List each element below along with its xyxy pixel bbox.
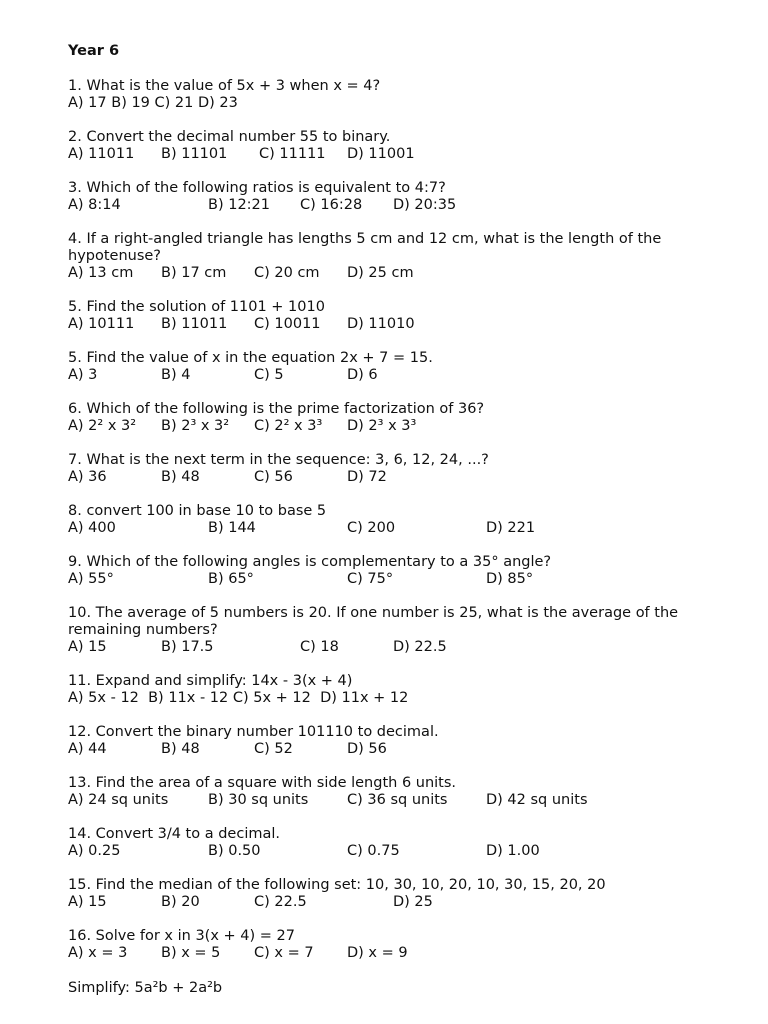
option-a: A) 44 (68, 741, 107, 757)
question-text: 5. Find the value of x in the equation 2x + 7 = 15. (68, 350, 433, 366)
answer-options (68, 146, 718, 163)
option-a: A) 10111 (68, 316, 135, 332)
option-b: B) 30 sq units (208, 792, 309, 808)
question-text: 1. What is the value of 5x + 3 when x = 4? (68, 78, 381, 94)
question-12 (68, 724, 718, 758)
question-text: 4. If a right-angled triangle has lengths 5 cm and 12 cm, what is the length of the hypotenuse? (68, 231, 662, 264)
option-c: C) 36 sq units (347, 792, 448, 808)
question-text: 13. Find the area of a square with side length 6 units. (68, 775, 457, 791)
option-b: B) 17.5 (161, 639, 214, 655)
question-text: 10. The average of 5 numbers is 20. If one number is 25, what is the average of the remaining numbers? (68, 605, 679, 638)
option-c: C) 2² x 3³ (254, 418, 323, 434)
option-d: D) 1.00 (486, 843, 540, 859)
answer-options (68, 197, 718, 214)
option-a: A) 2² x 3² (68, 418, 137, 434)
answer-options (68, 792, 718, 809)
option-b: B) 20 (161, 894, 200, 910)
question-10 (68, 605, 718, 656)
option-a: A) 36 (68, 469, 107, 485)
answer-options (68, 945, 718, 962)
question-8 (68, 503, 718, 537)
option-d: D) 2³ x 3³ (347, 418, 417, 434)
option-a: A) x = 3 (68, 945, 128, 961)
option-a: A) 15 (68, 894, 107, 910)
option-b: B) 0.50 (208, 843, 261, 859)
question-text: Simplify: 5a²b + 2a²b (68, 980, 223, 996)
option-b: B) 65° (208, 571, 254, 587)
question-text: 2. Convert the decimal number 55 to binary. (68, 129, 391, 145)
answer-options (68, 418, 718, 435)
option-a: A) 11011 (68, 146, 135, 162)
answer-options (68, 571, 718, 588)
option-d: D) 6 (347, 367, 378, 383)
answer-options (68, 367, 718, 384)
question-9 (68, 554, 718, 588)
answer-options (68, 265, 718, 282)
question-11 (68, 673, 718, 707)
question-text: 11. Expand and simplify: 14x - 3(x + 4) (68, 673, 353, 689)
option-b: B) 144 (208, 520, 256, 536)
option-a: A) 400 (68, 520, 116, 536)
answer-options (68, 520, 718, 537)
question-text: 6. Which of the following is the prime factorization of 36? (68, 401, 485, 417)
option-c: C) 200 (347, 520, 396, 536)
option-c: C) 10011 (254, 316, 321, 332)
question-2 (68, 129, 718, 163)
question-16 (68, 928, 718, 962)
option-c: C) 0.75 (347, 843, 400, 859)
option-d: D) 85° (486, 571, 534, 587)
option-d: D) 221 (486, 520, 536, 536)
question-5b (68, 350, 718, 384)
question-15 (68, 877, 718, 911)
option-b: B) 12:21 (208, 197, 271, 213)
option-b: B) 48 (161, 741, 200, 757)
option-a: A) 0.25 (68, 843, 121, 859)
option-d: D) 22.5 (393, 639, 447, 655)
question-text: 12. Convert the binary number 101110 to decimal. (68, 724, 439, 740)
question-6 (68, 401, 718, 435)
answer-options (68, 316, 718, 333)
question-text: 7. What is the next term in the sequence: 3, 6, 12, 24, ...? (68, 452, 489, 468)
option-d: D) 25 (393, 894, 433, 910)
option-a: A) 24 sq units (68, 792, 169, 808)
option-d: D) x = 9 (347, 945, 408, 961)
answer-options (68, 469, 718, 486)
worksheet-title: Year 6 (68, 43, 120, 59)
question-4 (68, 231, 718, 282)
option-d: D) 72 (347, 469, 387, 485)
option-c: C) 52 (254, 741, 293, 757)
option-b: B) 4 (161, 367, 191, 383)
option-c: C) 20 cm (254, 265, 320, 281)
question-7 (68, 452, 718, 486)
option-a: A) 3 (68, 367, 98, 383)
question-13 (68, 775, 718, 809)
option-b: B) 17 cm (161, 265, 227, 281)
answer-options (68, 639, 718, 656)
question-3 (68, 180, 718, 214)
option-d: D) 25 cm (347, 265, 414, 281)
question-text: 5. Find the solution of 1101 + 1010 (68, 299, 325, 315)
question-text: 9. Which of the following angles is complementary to a 35° angle? (68, 554, 552, 570)
option-d: D) 42 sq units (486, 792, 588, 808)
option-a: A) 55° (68, 571, 114, 587)
question-5 (68, 299, 718, 333)
question-14 (68, 826, 718, 860)
option-d: D) 11001 (347, 146, 415, 162)
option-c: C) 22.5 (254, 894, 307, 910)
question-simplify (68, 980, 718, 997)
question-text: 16. Solve for x in 3(x + 4) = 27 (68, 928, 295, 944)
question-1 (68, 78, 718, 112)
answer-options (68, 741, 718, 758)
option-c: C) 75° (347, 571, 394, 587)
option-c: C) 56 (254, 469, 293, 485)
option-c: C) 5 (254, 367, 284, 383)
option-b: B) x = 5 (161, 945, 221, 961)
option-d: D) 20:35 (393, 197, 457, 213)
answer-options (68, 843, 718, 860)
option-b: B) 11011 (161, 316, 228, 332)
option-c: C) 11111 (259, 146, 326, 162)
question-text: 3. Which of the following ratios is equivalent to 4:7? (68, 180, 446, 196)
option-b: B) 11101 (161, 146, 228, 162)
option-b: B) 2³ x 3² (161, 418, 230, 434)
option-c: C) 18 (300, 639, 339, 655)
option-c: C) x = 7 (254, 945, 314, 961)
option-a: A) 15 (68, 639, 107, 655)
option-a: A) 8:14 (68, 197, 121, 213)
question-text: 15. Find the median of the following set: 10, 30, 10, 20, 10, 30, 15, 20, 20 (68, 877, 606, 893)
option-d: D) 11010 (347, 316, 415, 332)
answer-options (68, 894, 718, 911)
option-c: C) 16:28 (300, 197, 363, 213)
answer-options: A) 5x - 12 B) 11x - 12 C) 5x + 12 D) 11x + 12 (68, 690, 409, 706)
option-b: B) 48 (161, 469, 200, 485)
question-text: 8. convert 100 in base 10 to base 5 (68, 503, 327, 519)
option-a: A) 13 cm (68, 265, 134, 281)
question-text: 14. Convert 3/4 to a decimal. (68, 826, 280, 842)
answer-options: A) 17 B) 19 C) 21 D) 23 (68, 95, 238, 111)
option-d: D) 56 (347, 741, 387, 757)
